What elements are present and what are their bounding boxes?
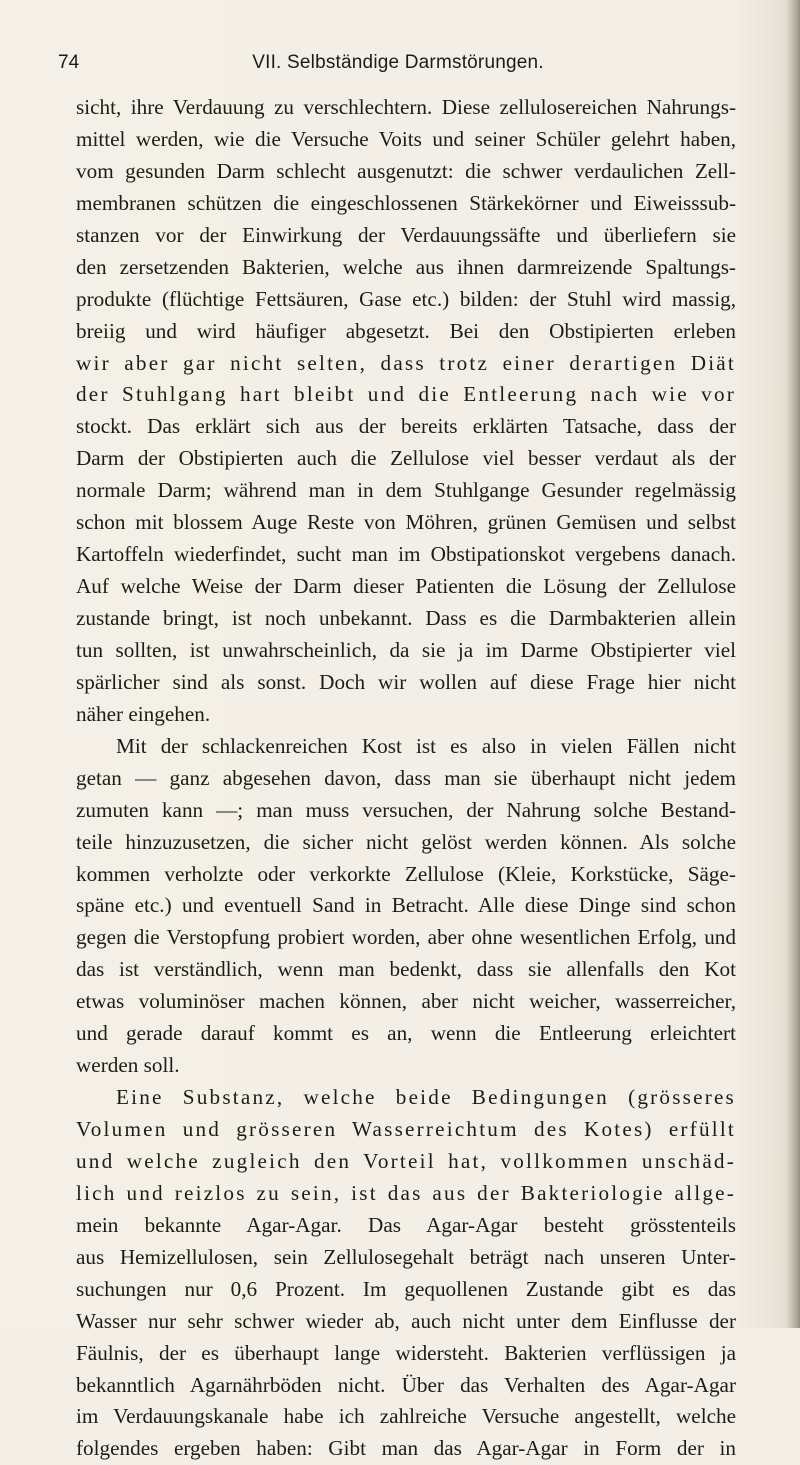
text-line: zustande bringt, ist noch unbekannt. Dass es die Darmbakterien allein xyxy=(76,606,736,630)
body-text xyxy=(76,92,736,1465)
text-line: getan — ganz abgesehen davon, dass man sie überhaupt nicht jedem xyxy=(76,765,736,790)
text-line: werden soll. xyxy=(76,1053,180,1078)
text-line: Mit der schlackenreichen Kost ist es also in vielen Fällen nicht xyxy=(116,733,736,758)
page-edge-shadow xyxy=(786,0,800,1328)
text-line: normale Darm; während man in dem Stuhlgange Gesunder regelmässig xyxy=(76,478,736,503)
text-line: mittel werden, wie die Versuche Voits und seiner Schüler gelehrt haben, xyxy=(76,126,736,151)
text-line: stanzen vor der Einwirkung der Verdauungssäfte und überliefern sie xyxy=(76,222,736,247)
text-line: zumuten kann —; man muss versuchen, der Nahrung solche Bestand- xyxy=(76,797,736,822)
text-line: kommen verholzte oder verkorkte Zellulose (Kleie, Korkstücke, Säge- xyxy=(76,861,736,886)
text-line: Auf welche Weise der Darm dieser Patienten die Lösung der Zellulose xyxy=(76,574,736,599)
text-line: tun sollten, ist unwahrscheinlich, da sie ja im Darme Obstipierter viel xyxy=(76,637,736,662)
text-line: späne etc.) und eventuell Sand in Betracht. Alle diese Dinge sind schon xyxy=(76,893,736,918)
text-line: das ist verständlich, wenn man bedenkt, dass sie allenfalls den Kot xyxy=(76,957,736,982)
text-line: teile hinzuzusetzen, die sicher nicht gelöst werden können. Als solche xyxy=(76,829,736,854)
text-line: Kartoffeln wiederfindet, sucht man im Obstipationskot vergebens danach. xyxy=(76,542,736,567)
text-line: wir aber gar nicht selten, dass trotz einer derartigen Diät xyxy=(76,350,736,375)
text-line: etwas voluminöser machen können, aber nicht weicher, wasserreicher, xyxy=(76,989,736,1014)
text-line: bekanntlich Agarnährböden nicht. Über das Verhalten des Agar-Agar xyxy=(76,1372,736,1397)
text-line: Eine Substanz, welche beide Bedingungen (grösseres xyxy=(116,1085,736,1110)
text-line: stockt. Das erklärt sich aus der bereits erklärten Tatsache, dass der xyxy=(76,414,736,439)
text-line: und gerade darauf kommt es an, wenn die Entleerung erleichtert xyxy=(76,1021,736,1046)
text-line: sicht, ihre Verdauung zu verschlechtern. Diese zellulosereichen Nahrungs- xyxy=(76,95,736,119)
text-line: mein bekannte Agar-Agar. Das Agar-Agar besteht grösstenteils xyxy=(76,1212,736,1237)
text-line: aus Hemizellulosen, sein Zellulosegehalt beträgt nach unseren Unter- xyxy=(76,1244,736,1269)
text-line: breiig und wird häufiger abgesetzt. Bei den Obstipierten erleben xyxy=(76,318,736,343)
text-line: Fäulnis, der es überhaupt lange widersteht. Bakterien verflüssigen ja xyxy=(76,1340,736,1365)
text-line: und welche zugleich den Vorteil hat, vollkommen unschäd- xyxy=(76,1148,736,1173)
text-line: folgendes ergeben haben: Gibt man das Agar-Agar in Form der in xyxy=(76,1436,736,1461)
page-header xyxy=(58,52,738,78)
text-line: schon mit blossem Auge Reste von Möhren, grünen Gemüsen und selbst xyxy=(76,510,736,535)
text-line: den zersetzenden Bakterien, welche aus ihnen darmreizende Spaltungs- xyxy=(76,254,736,279)
text-line: Darm der Obstipierten auch die Zellulose viel besser verdaut als der xyxy=(76,446,736,471)
text-line: spärlicher sind als sonst. Doch wir wollen auf diese Frage hier nicht xyxy=(76,669,736,694)
text-line: lich und reizlos zu sein, ist das aus der Bakteriologie allge- xyxy=(76,1180,736,1205)
running-head: VII. Selbständige Darmstörungen. xyxy=(252,52,544,73)
page-number: 74 xyxy=(58,52,80,73)
text-line: näher eingehen. xyxy=(76,701,211,726)
text-line: membranen schützen die eingeschlossenen Stärkekörner und Eiweisssub- xyxy=(76,190,736,215)
text-line: vom gesunden Darm schlecht ausgenutzt: die schwer verdaulichen Zell- xyxy=(76,158,736,183)
text-line: der Stuhlgang hart bleibt und die Entleerung nach wie vor xyxy=(76,382,736,407)
text-line: produkte (flüchtige Fettsäuren, Gase etc.) bilden: der Stuhl wird massig, xyxy=(76,286,736,311)
text-line: Volumen und grösseren Wasserreichtum des Kotes) erfüllt xyxy=(76,1117,736,1141)
text-line: suchungen nur 0,6 Prozent. Im gequollenen Zustande gibt es das xyxy=(76,1276,736,1301)
text-line: gegen die Verstopfung probiert worden, aber ohne wesentlichen Erfolg, und xyxy=(76,925,736,950)
text-line: Wasser nur sehr schwer wieder ab, auch nicht unter dem Einflusse der xyxy=(76,1308,736,1333)
text-line: im Verdauungskanale habe ich zahlreiche Versuche angestellt, welche xyxy=(76,1404,736,1429)
